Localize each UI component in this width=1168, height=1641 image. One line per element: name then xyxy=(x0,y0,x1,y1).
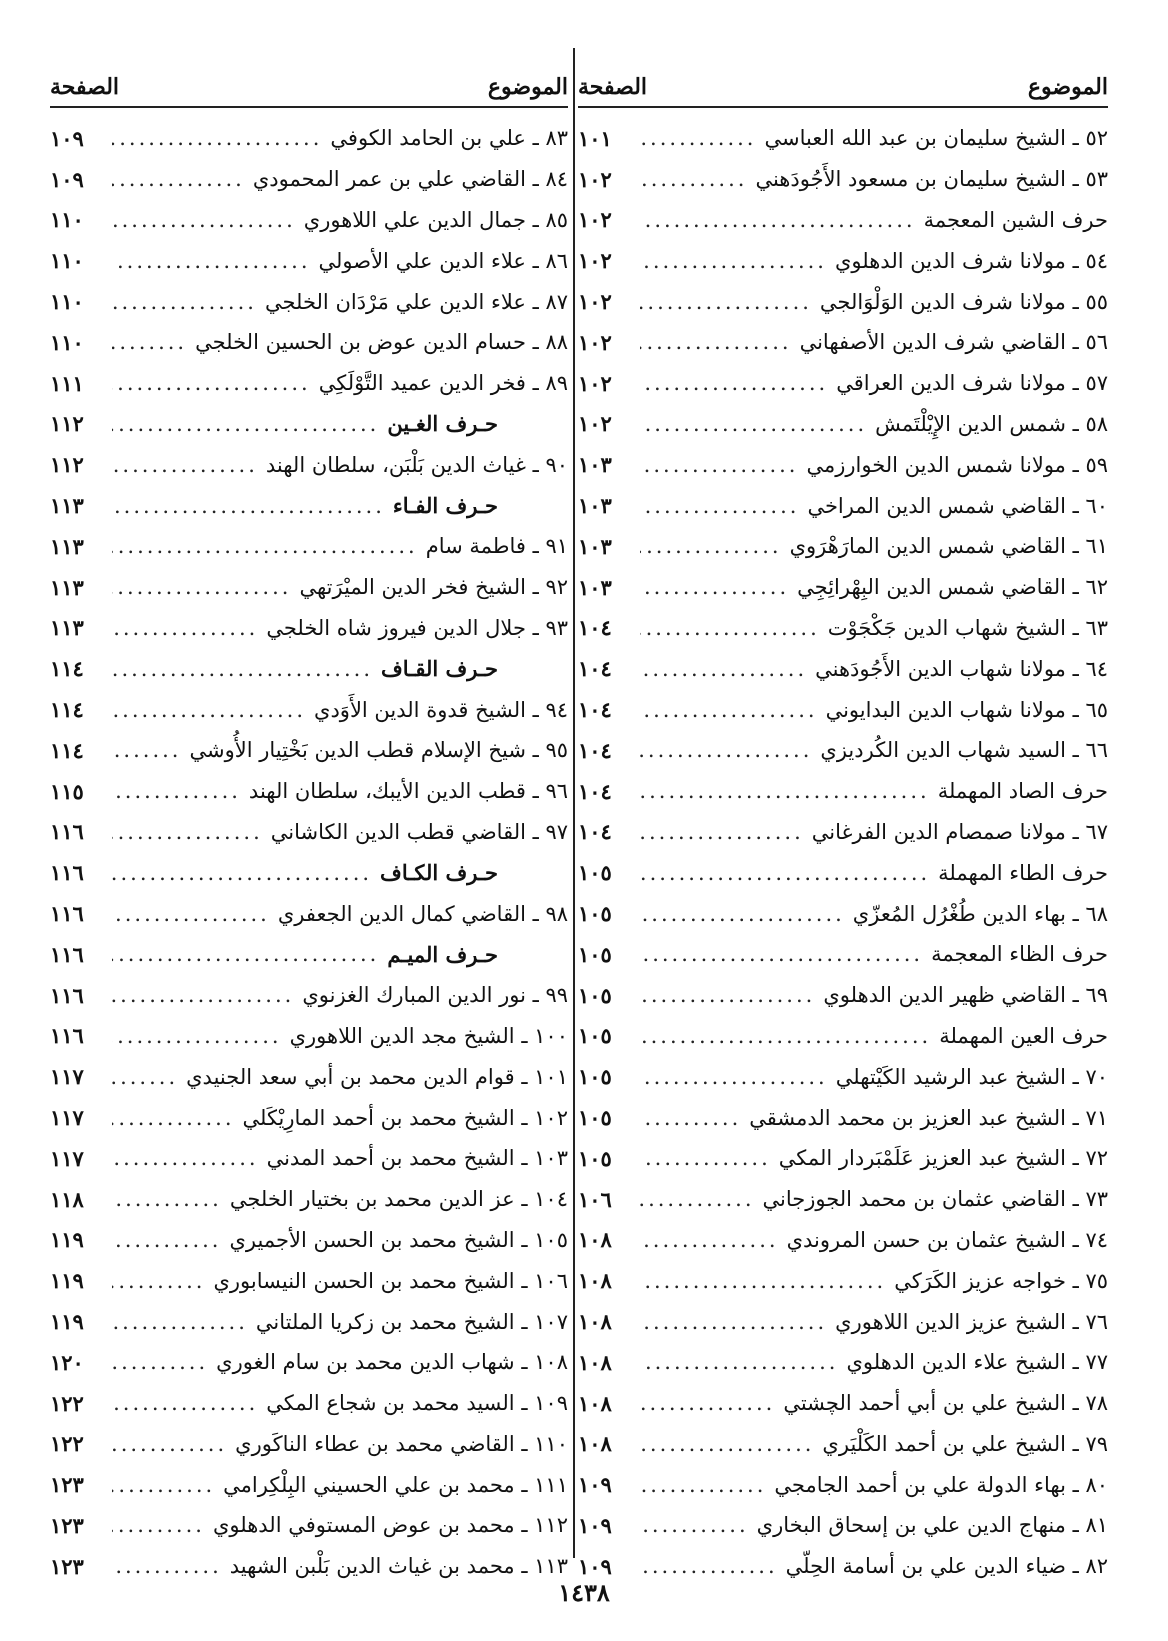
entry-page: ١٠٨ xyxy=(578,1431,612,1457)
dot-leader xyxy=(640,1024,931,1048)
dot-leader xyxy=(112,1187,222,1211)
toc-entry xyxy=(50,771,568,812)
toc-entry xyxy=(50,118,568,159)
entry-page: ١١٣ xyxy=(50,615,84,641)
entry-title: ٨٥ ـ جمال الدين علي اللاهوري xyxy=(303,207,568,232)
entry-title: حرف الشين المعجمة xyxy=(923,207,1108,232)
section-heading-row xyxy=(50,934,568,975)
entry-title: ٦٦ ـ السيد شهاب الدين الكُرديزي xyxy=(820,738,1108,763)
entry-page: ١١٧ xyxy=(50,1064,84,1090)
dot-leader xyxy=(640,1391,775,1415)
toc-entry xyxy=(50,689,568,730)
dot-leader xyxy=(112,1513,205,1537)
dot-leader xyxy=(112,1228,221,1252)
entry-title: حرف الظاء المعجمة xyxy=(931,942,1108,967)
entry-page: ١٠٥ xyxy=(578,1023,612,1049)
entry-page: ١٠٤ xyxy=(578,615,612,641)
entry-title: ٩٦ ـ قطب الدين الأيبك، سلطان الهند xyxy=(248,779,568,804)
entry-page: ١٠٨ xyxy=(578,1227,612,1253)
page-header: الصفحة xyxy=(50,74,120,100)
toc-rows xyxy=(578,118,1108,1587)
entry-page: ١١٦ xyxy=(50,860,84,886)
toc-entry xyxy=(50,812,568,853)
entry-page: ١١٨ xyxy=(50,1186,84,1212)
dot-leader xyxy=(112,126,322,150)
entry-page: ١٠٩ xyxy=(578,1553,612,1579)
entry-title: ٧٩ ـ الشيخ علي بن أحمد الكَلْيَري xyxy=(822,1431,1108,1456)
dot-leader xyxy=(112,1106,235,1130)
toc-entry xyxy=(578,1220,1108,1261)
entry-title: ٥٨ ـ شمس الدين الإِيْلْتَمش xyxy=(875,411,1108,436)
entry-title: ١٠٤ ـ عز الدين محمد بن بختيار الخلجي xyxy=(229,1187,568,1212)
dot-leader xyxy=(640,738,812,762)
toc-entry xyxy=(578,281,1108,322)
entry-page: ١١١ xyxy=(50,370,84,396)
entry-title: ٧٦ ـ الشيخ عزيز الدين اللاهوري xyxy=(835,1309,1108,1334)
entry-title: ٥٣ ـ الشيخ سليمان بن مسعود الأَجُودَهني xyxy=(755,167,1108,192)
dot-leader xyxy=(112,820,263,844)
toc-entry xyxy=(578,934,1108,975)
entry-page: ١٠٥ xyxy=(578,1064,612,1090)
entry-title: ٧٠ ـ الشيخ عبد الرشيد الكَيْتهلي xyxy=(835,1064,1108,1089)
entry-title: ٥٢ ـ الشيخ سليمان بن عبد الله العباسي xyxy=(764,126,1108,151)
entry-title: ١٠٦ ـ الشيخ محمد بن الحسن النيسابوري xyxy=(213,1268,568,1293)
dot-leader xyxy=(112,1024,282,1048)
entry-page: ١١٤ xyxy=(50,656,84,682)
toc-entry xyxy=(50,1342,568,1383)
column-header xyxy=(50,68,568,108)
entry-page: ١١٩ xyxy=(50,1268,84,1294)
toc-entry xyxy=(50,444,568,485)
dot-leader xyxy=(112,1391,258,1415)
toc-rows xyxy=(50,118,568,1587)
toc-entry xyxy=(578,1179,1108,1220)
entry-page: ١٠٥ xyxy=(578,941,612,967)
entry-page: ١١٢ xyxy=(50,411,84,437)
entry-title: حـرف الفـاء xyxy=(392,493,498,519)
dot-leader xyxy=(640,1146,771,1170)
entry-page: ١٢٢ xyxy=(50,1390,84,1416)
dot-leader xyxy=(640,820,804,844)
entry-title: ٦٨ ـ بهاء الدين طُغْرُل المُعزّي xyxy=(852,901,1108,926)
dot-leader xyxy=(640,126,756,150)
dot-leader xyxy=(112,1554,222,1578)
toc-entry xyxy=(578,444,1108,485)
entry-page: ١٠٣ xyxy=(578,493,612,519)
toc-column-right xyxy=(578,68,1108,1587)
entry-title: ١٠٩ ـ السيد محمد بن شجاع المكي xyxy=(266,1391,568,1416)
dot-leader xyxy=(112,208,296,232)
dot-leader xyxy=(112,167,245,191)
entry-page: ١٠٥ xyxy=(578,1105,612,1131)
page-header: الصفحة xyxy=(578,74,648,100)
entry-title: ٨٦ ـ علاء الدين علي الأصولي xyxy=(318,248,568,273)
entry-page: ١٠٣ xyxy=(578,574,612,600)
toc-entry xyxy=(578,1016,1108,1057)
entry-title: ٩٢ ـ الشيخ فخر الدين الميْرَتهي xyxy=(299,575,568,600)
toc-entry xyxy=(578,1424,1108,1465)
dot-leader xyxy=(112,1269,205,1293)
entry-title: ٥٧ ـ مولانا شرف الدين العراقي xyxy=(836,371,1108,396)
toc-entry xyxy=(50,526,568,567)
toc-entry xyxy=(50,1220,568,1261)
entry-page: ١١٦ xyxy=(50,941,84,967)
dot-leader xyxy=(112,1473,215,1497)
entry-page: ١٠٢ xyxy=(578,248,612,274)
entry-title: ٦٣ ـ الشيخ شهاب الدين جَكْجَوْت xyxy=(827,615,1108,640)
toc-entry xyxy=(578,485,1108,526)
entry-title: ٨٠ ـ بهاء الدولة علي بن أحمد الجامجي xyxy=(774,1472,1108,1497)
dot-leader xyxy=(112,983,294,1007)
toc-entry xyxy=(578,1138,1108,1179)
entry-title: حرف الصاد المهملة xyxy=(937,779,1108,804)
column-header xyxy=(578,68,1108,108)
entry-page: ١٠٢ xyxy=(578,411,612,437)
entry-title: ٦٠ ـ القاضي شمس الدين المراخي xyxy=(807,493,1108,518)
entry-page: ١٠١ xyxy=(578,125,612,151)
entry-title: ٧١ ـ الشيخ عبد العزيز بن محمد الدمشقي xyxy=(749,1105,1108,1130)
toc-entry xyxy=(50,1424,568,1465)
entry-title: ١٠١ ـ قوام الدين محمد بن أبي سعد الجنيدي xyxy=(186,1064,568,1089)
entry-title: ١١٣ ـ محمد بن غياث الدين بَلْبن الشهيد xyxy=(229,1554,568,1579)
entry-page: ١٠٥ xyxy=(578,901,612,927)
toc-entry xyxy=(578,893,1108,934)
dot-leader xyxy=(112,1146,259,1170)
entry-title: ٦٩ ـ القاضي ظهير الدين الدهلوي xyxy=(823,983,1108,1008)
toc-entry xyxy=(578,1505,1108,1546)
entry-page: ١٠٩ xyxy=(50,166,84,192)
dot-leader xyxy=(112,371,311,395)
toc-entry xyxy=(50,281,568,322)
page-number: ١٤٣٨ xyxy=(558,1578,610,1607)
toc-column-left xyxy=(50,68,568,1587)
toc-entry xyxy=(50,567,568,608)
toc-entry xyxy=(578,852,1108,893)
toc-entry xyxy=(50,240,568,281)
toc-entry xyxy=(578,812,1108,853)
dot-leader xyxy=(640,616,820,640)
toc-entry xyxy=(50,1138,568,1179)
toc-entry xyxy=(50,1056,568,1097)
toc-entry xyxy=(578,118,1108,159)
entry-title: ٦٢ ـ القاضي شمس الدين البِهْرائِجِي xyxy=(797,575,1108,600)
entry-title: ٧٥ ـ خواجه عزيز الكَرَكي xyxy=(894,1268,1108,1293)
toc-entry xyxy=(578,159,1108,200)
dot-leader xyxy=(112,330,187,354)
toc-entry xyxy=(50,975,568,1016)
entry-page: ١١٢ xyxy=(50,452,84,478)
entry-title: ١١٢ ـ محمد بن عوض المستوفي الدهلوي xyxy=(212,1513,568,1538)
entry-page: ١٠٩ xyxy=(50,125,84,151)
entry-title: ٨٩ ـ فخر الدين عميد التَّوْلَكِي xyxy=(318,371,568,396)
toc-entry xyxy=(578,404,1108,445)
dot-leader xyxy=(112,412,379,436)
entry-page: ١٠٨ xyxy=(578,1268,612,1294)
toc-entry xyxy=(50,159,568,200)
dot-leader xyxy=(640,779,930,803)
entry-title: ٩٥ ـ شيخ الإسلام قطب الدين بَخْتِيار الأُوشي xyxy=(189,738,568,763)
toc-entry xyxy=(50,322,568,363)
dot-leader xyxy=(640,1228,779,1252)
dot-leader xyxy=(640,1432,814,1456)
entry-page: ١١٤ xyxy=(50,737,84,763)
entry-title: ٥٤ ـ مولانا شرف الدين الدهلوي xyxy=(834,248,1108,273)
entry-title: ٨١ ـ منهاج الدين علي بن إسحاق البخاري xyxy=(756,1513,1108,1538)
dot-leader xyxy=(640,290,812,314)
section-heading-row xyxy=(50,648,568,689)
entry-title: ٨٧ ـ علاء الدين علي مَرْدَان الخلجي xyxy=(264,289,568,314)
section-heading-row xyxy=(50,485,568,526)
toc-entry xyxy=(50,1383,568,1424)
toc-entry xyxy=(50,1505,568,1546)
section-heading-row xyxy=(50,852,568,893)
entry-title: ٦٤ ـ مولانا شهاب الدين الأَجُودَهني xyxy=(815,656,1108,681)
entry-page: ١١٤ xyxy=(50,697,84,723)
entry-title: ٩١ ـ فاطمة سام xyxy=(425,534,568,559)
toc-entry xyxy=(578,608,1108,649)
toc-entry xyxy=(578,1260,1108,1301)
dot-leader xyxy=(640,249,827,273)
entry-title: ١٠٨ ـ شهاب الدين محمد بن سام الغوري xyxy=(216,1350,568,1375)
entry-title: ٩٣ ـ جلال الدين فيروز شاه الخلجي xyxy=(266,615,568,640)
entry-page: ١٠٦ xyxy=(578,1186,612,1212)
toc-entry xyxy=(578,975,1108,1016)
dot-leader xyxy=(112,290,257,314)
dot-leader xyxy=(640,1350,838,1374)
entry-title: ٩٩ ـ نور الدين المبارك الغزنوي xyxy=(302,983,568,1008)
dot-leader xyxy=(640,167,747,191)
entry-title: ٩٨ ـ القاضي كمال الدين الجعفري xyxy=(277,901,568,926)
toc-entry xyxy=(578,1097,1108,1138)
entry-title: ٨٨ ـ حسام الدين عوض بن الحسين الخلجي xyxy=(195,330,568,355)
entry-page: ١١٦ xyxy=(50,1023,84,1049)
dot-leader xyxy=(640,983,815,1007)
entry-page: ١١٧ xyxy=(50,1105,84,1131)
entry-title: ٧٧ ـ الشيخ علاء الدين الدهلوي xyxy=(846,1350,1108,1375)
dot-leader xyxy=(640,861,930,885)
toc-entry xyxy=(578,1056,1108,1097)
dot-leader xyxy=(640,453,798,477)
dot-leader xyxy=(640,575,789,599)
dot-leader xyxy=(640,698,818,722)
toc-entry xyxy=(50,1016,568,1057)
dot-leader xyxy=(112,249,311,273)
entry-page: ١٢٣ xyxy=(50,1512,84,1538)
entry-page: ١٢٢ xyxy=(50,1431,84,1457)
dot-leader xyxy=(112,616,258,640)
entry-title: حـرف الغـين xyxy=(387,411,498,437)
entry-title: حـرف القـاف xyxy=(381,656,498,682)
entry-page: ١٠٢ xyxy=(578,166,612,192)
dot-leader xyxy=(112,861,372,885)
entry-title: ٥٥ ـ مولانا شرف الدين الوَلْوَالجي xyxy=(819,289,1108,314)
dot-leader xyxy=(640,657,807,681)
toc-entry xyxy=(578,200,1108,241)
dot-leader xyxy=(640,412,867,436)
toc-entry xyxy=(578,526,1108,567)
entry-page: ١٠٢ xyxy=(578,207,612,233)
dot-leader xyxy=(640,1106,741,1130)
entry-page: ١١٠ xyxy=(50,248,84,274)
entry-title: ٥٩ ـ مولانا شمس الدين الخوارزمي xyxy=(806,452,1108,477)
entry-title: ١٠٢ ـ الشيخ محمد بن أحمد المارِيْكَلي xyxy=(242,1105,568,1130)
entry-page: ١٠٩ xyxy=(578,1472,612,1498)
entry-page: ١١٩ xyxy=(50,1227,84,1253)
entry-title: ٩٧ ـ القاضي قطب الدين الكاشاني xyxy=(270,819,568,844)
entry-page: ١١٠ xyxy=(50,289,84,315)
dot-leader xyxy=(112,534,418,558)
entry-page: ١١٠ xyxy=(50,207,84,233)
toc-entry xyxy=(50,1301,568,1342)
toc-entry xyxy=(50,363,568,404)
entry-title: ٨٤ ـ القاضي علي بن عمر المحمودي xyxy=(252,167,568,192)
dot-leader xyxy=(112,657,373,681)
toc-entry xyxy=(578,240,1108,281)
section-heading-row xyxy=(50,404,568,445)
entry-title: ١٠٧ ـ الشيخ محمد بن زكريا الملتاني xyxy=(255,1309,568,1334)
toc-entry xyxy=(578,771,1108,812)
dot-leader xyxy=(112,942,379,966)
dot-leader xyxy=(112,738,181,762)
dot-leader xyxy=(112,1432,227,1456)
entry-title: ١٠٥ ـ الشيخ محمد بن الحسن الأجميري xyxy=(229,1227,568,1252)
dot-leader xyxy=(112,494,385,518)
dot-leader xyxy=(640,1473,766,1497)
toc-entry xyxy=(578,1342,1108,1383)
entry-page: ١٠٨ xyxy=(578,1390,612,1416)
entry-title: حـرف الميـم xyxy=(387,941,498,967)
toc-entry xyxy=(578,1464,1108,1505)
dot-leader xyxy=(112,779,241,803)
entry-page: ١٠٨ xyxy=(578,1349,612,1375)
dot-leader xyxy=(640,942,923,966)
entry-title: ٧٨ ـ الشيخ علي بن أبي أحمد الچشتي xyxy=(783,1391,1108,1416)
dot-leader xyxy=(112,698,306,722)
entry-page: ١٠٢ xyxy=(578,370,612,396)
entry-title: ٦٧ ـ مولانا صمصام الدين الفرغاني xyxy=(811,819,1108,844)
entry-title: ٩٠ ـ غياث الدين بَلْبَن، سلطان الهند xyxy=(265,452,568,477)
entry-title: ١١١ ـ محمد بن علي الحسيني البِلْكِرامي xyxy=(223,1472,568,1497)
entry-title: ١٠٣ ـ الشيخ محمد بن أحمد المدني xyxy=(266,1146,568,1171)
dot-leader xyxy=(640,1513,749,1537)
toc-entry xyxy=(578,730,1108,771)
toc-entry xyxy=(578,1301,1108,1342)
entry-page: ١١٦ xyxy=(50,819,84,845)
entry-page: ١٠٣ xyxy=(578,452,612,478)
entry-page: ١٠٢ xyxy=(578,329,612,355)
entry-title: حرف الطاء المهملة xyxy=(938,860,1108,885)
entry-page: ١٠٨ xyxy=(578,1309,612,1334)
entry-page: ١١٩ xyxy=(50,1309,84,1334)
topic-header: الموضوع xyxy=(487,74,568,100)
dot-leader xyxy=(640,534,782,558)
entry-page: ١٠٤ xyxy=(578,737,612,763)
dot-leader xyxy=(640,371,828,395)
entry-title: حـرف الكـاف xyxy=(380,860,498,886)
entry-title: ٥٦ ـ القاضي شرف الدين الأصفهاني xyxy=(799,330,1108,355)
toc-entry xyxy=(50,1097,568,1138)
toc-entry xyxy=(50,1260,568,1301)
entry-title: حرف العين المهملة xyxy=(939,1023,1108,1048)
dot-leader xyxy=(112,575,291,599)
entry-title: ٦٥ ـ مولانا شهاب الدين البدايوني xyxy=(825,697,1108,722)
entry-page: ١٢٠ xyxy=(50,1349,84,1375)
entry-page: ١٠٣ xyxy=(578,533,612,559)
entry-page: ١٠٥ xyxy=(578,1145,612,1171)
toc-entry xyxy=(578,322,1108,363)
entry-page: ١٢٣ xyxy=(50,1472,84,1498)
entry-page: ١٠٢ xyxy=(578,289,612,315)
dot-leader xyxy=(112,1065,178,1089)
entry-page: ١٢٣ xyxy=(50,1553,84,1579)
dot-leader xyxy=(112,1350,208,1374)
entry-title: ٧٤ ـ الشيخ عثمان بن حسن المروندي xyxy=(786,1227,1108,1252)
entry-page: ١١٠ xyxy=(50,329,84,355)
entry-title: ٧٣ ـ القاضي عثمان بن محمد الجوزجاني xyxy=(762,1187,1108,1212)
entry-page: ١١٣ xyxy=(50,493,84,519)
entry-title: ٦١ ـ القاضي شمس الدين المارَهْرَوي xyxy=(789,534,1108,559)
dot-leader xyxy=(640,1065,828,1089)
entry-page: ١١٦ xyxy=(50,982,84,1008)
entry-page: ١١٧ xyxy=(50,1145,84,1171)
toc-entry xyxy=(50,200,568,241)
dot-leader xyxy=(640,1310,827,1334)
dot-leader xyxy=(640,494,799,518)
column-divider xyxy=(573,48,575,1558)
entry-page: ١١٣ xyxy=(50,574,84,600)
topic-header: الموضوع xyxy=(1027,74,1108,100)
entry-title: ٩٤ ـ الشيخ قدوة الدين الأَوَدي xyxy=(314,697,568,722)
toc-entry xyxy=(50,730,568,771)
entry-page: ١٠٤ xyxy=(578,697,612,723)
dot-leader xyxy=(112,1310,248,1334)
dot-leader xyxy=(112,453,258,477)
dot-leader xyxy=(640,330,792,354)
entry-page: ١١٣ xyxy=(50,533,84,559)
toc-entry xyxy=(578,567,1108,608)
toc-entry xyxy=(578,689,1108,730)
dot-leader xyxy=(640,208,916,232)
toc-entry xyxy=(50,893,568,934)
entry-page: ١١٥ xyxy=(50,778,84,804)
entry-page: ١٠٩ xyxy=(578,1512,612,1538)
entry-page: ١٠٥ xyxy=(578,860,612,886)
toc-entry xyxy=(50,608,568,649)
dot-leader xyxy=(640,1269,886,1293)
entry-page: ١٠٤ xyxy=(578,819,612,845)
entry-page: ١٠٤ xyxy=(578,656,612,682)
entry-page: ١٠٤ xyxy=(578,778,612,804)
entry-page: ١٠٥ xyxy=(578,982,612,1008)
dot-leader xyxy=(640,902,845,926)
dot-leader xyxy=(112,902,270,926)
toc-entry xyxy=(578,363,1108,404)
toc-entry xyxy=(50,1464,568,1505)
entry-title: ٨٣ ـ علي بن الحامد الكوفي xyxy=(330,126,568,151)
entry-page: ١١٦ xyxy=(50,901,84,927)
entry-title: ٧٢ ـ الشيخ عبد العزيز عَلَمْبَردار المكي xyxy=(778,1146,1108,1171)
dot-leader xyxy=(640,1554,778,1578)
dot-leader xyxy=(640,1187,755,1211)
toc-entry xyxy=(50,1179,568,1220)
entry-title: ١٠٠ ـ الشيخ مجد الدين اللاهوري xyxy=(289,1023,568,1048)
toc-entry xyxy=(578,1383,1108,1424)
toc-entry xyxy=(578,648,1108,689)
entry-title: ٨٢ ـ ضياء الدين علي بن أسامة الحِلّي xyxy=(785,1554,1108,1579)
entry-title: ١١٠ ـ القاضي محمد بن عطاء الناكَوري xyxy=(235,1431,568,1456)
